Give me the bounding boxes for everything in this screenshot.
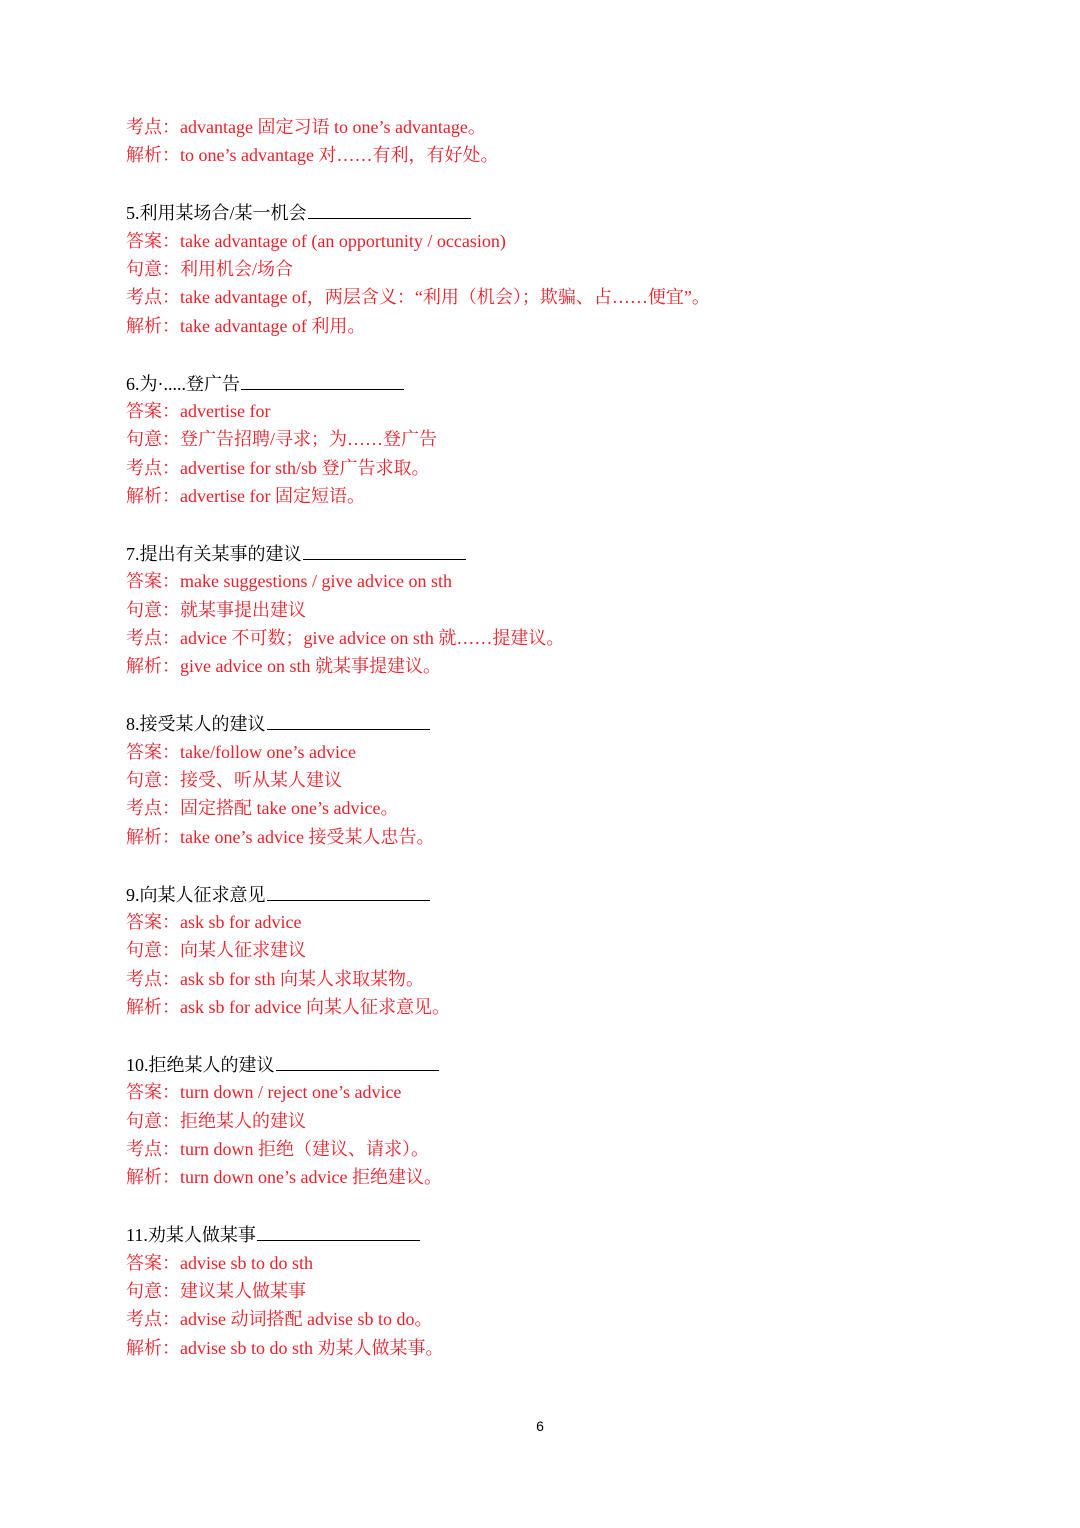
exercise-item — [126, 1050, 966, 1192]
answer-blank — [308, 198, 471, 219]
jiexi-line: 解析：take advantage of 利用。 — [126, 315, 366, 336]
intro-jiexi: 解析：to one’s advantage 对……有利，有好处。 — [126, 145, 499, 166]
answer-blank — [267, 709, 430, 730]
kaodian-line: 考点：advertise for sth/sb 登广告求取。 — [126, 457, 430, 478]
answer-line: 答案：ask sb for advice — [126, 911, 302, 932]
answer-blank — [303, 539, 466, 560]
question-text: 5.利用某场合/某一机会 — [126, 203, 307, 224]
answer-line: 答案：take/follow one’s advice — [126, 741, 356, 762]
spacer — [126, 340, 966, 368]
kaodian-line: 考点：take advantage of，两层含义：“利用（机会）；欺骗、占……便宜”。 — [126, 287, 710, 308]
answer-line: 答案：make suggestions / give advice on sth — [126, 571, 452, 592]
exercise-item — [126, 880, 966, 1022]
question-text: 11.劝某人做某事 — [126, 1225, 256, 1246]
question-line — [126, 1220, 966, 1248]
kaodian-line: 考点：固定搭配 take one’s advice。 — [126, 798, 399, 819]
question-text: 9.向某人征求意见 — [126, 884, 266, 905]
question-line — [126, 1050, 966, 1078]
spacer — [126, 681, 966, 709]
question-text: 8.接受某人的建议 — [126, 714, 266, 735]
page-number: 6 — [536, 1418, 544, 1434]
meaning-line: 句意：拒绝某人的建议 — [126, 1110, 306, 1131]
jiexi-line: 解析：give advice on sth 就某事提建议。 — [126, 656, 441, 677]
answer-blank — [241, 369, 404, 390]
meaning-line: 句意：登广告招聘/寻求；为……登广告 — [126, 429, 437, 450]
spacer — [126, 170, 966, 198]
question-text: 10.拒绝某人的建议 — [126, 1054, 275, 1075]
jiexi-line: 解析：advise sb to do sth 劝某人做某事。 — [126, 1337, 444, 1358]
question-line — [126, 539, 966, 567]
exercise-item — [126, 1220, 966, 1362]
spacer — [126, 510, 966, 538]
answer-blank — [267, 880, 430, 901]
answer-blank — [276, 1050, 439, 1071]
answer-line: 答案：advise sb to do sth — [126, 1252, 313, 1273]
spacer — [126, 851, 966, 879]
meaning-line: 句意：利用机会/场合 — [126, 258, 294, 279]
spacer — [126, 1022, 966, 1050]
jiexi-line: 解析：advertise for 固定短语。 — [126, 486, 365, 507]
question-line — [126, 880, 966, 908]
kaodian-line: 考点：advice 不可数；give advice on sth 就……提建议。 — [126, 628, 565, 649]
exercise-item — [126, 709, 966, 851]
document-page — [126, 113, 966, 1362]
answer-line: 答案：advertise for — [126, 400, 271, 421]
answer-blank — [257, 1220, 420, 1241]
question-line — [126, 198, 966, 226]
exercise-item — [126, 198, 966, 340]
answer-line: 答案：take advantage of (an opportunity / occasion) — [126, 230, 506, 251]
meaning-line: 句意：接受、听从某人建议 — [126, 769, 342, 790]
exercise-item — [126, 369, 966, 511]
question-line — [126, 709, 966, 737]
jiexi-line: 解析：turn down one’s advice 拒绝建议。 — [126, 1167, 442, 1188]
jiexi-line: 解析：take one’s advice 接受某人忠告。 — [126, 826, 435, 847]
meaning-line: 句意：向某人征求建议 — [126, 940, 306, 961]
exercise-item — [126, 539, 966, 681]
question-text: 6.为·.....登广告 — [126, 373, 240, 394]
spacer — [126, 1192, 966, 1220]
question-text: 7.提出有关某事的建议 — [126, 543, 302, 564]
meaning-line: 句意：就某事提出建议 — [126, 599, 306, 620]
answer-line: 答案：turn down / reject one’s advice — [126, 1082, 402, 1103]
meaning-line: 句意：建议某人做某事 — [126, 1281, 306, 1302]
intro-kaodian: 考点：advantage 固定习语 to one’s advantage。 — [126, 117, 486, 137]
kaodian-line: 考点：turn down 拒绝（建议、请求）。 — [126, 1139, 429, 1160]
kaodian-line: 考点：ask sb for sth 向某人求取某物。 — [126, 968, 424, 989]
jiexi-line: 解析：ask sb for advice 向某人征求意见。 — [126, 997, 450, 1018]
question-line — [126, 369, 966, 397]
kaodian-line: 考点：advise 动词搭配 advise sb to do。 — [126, 1309, 433, 1330]
